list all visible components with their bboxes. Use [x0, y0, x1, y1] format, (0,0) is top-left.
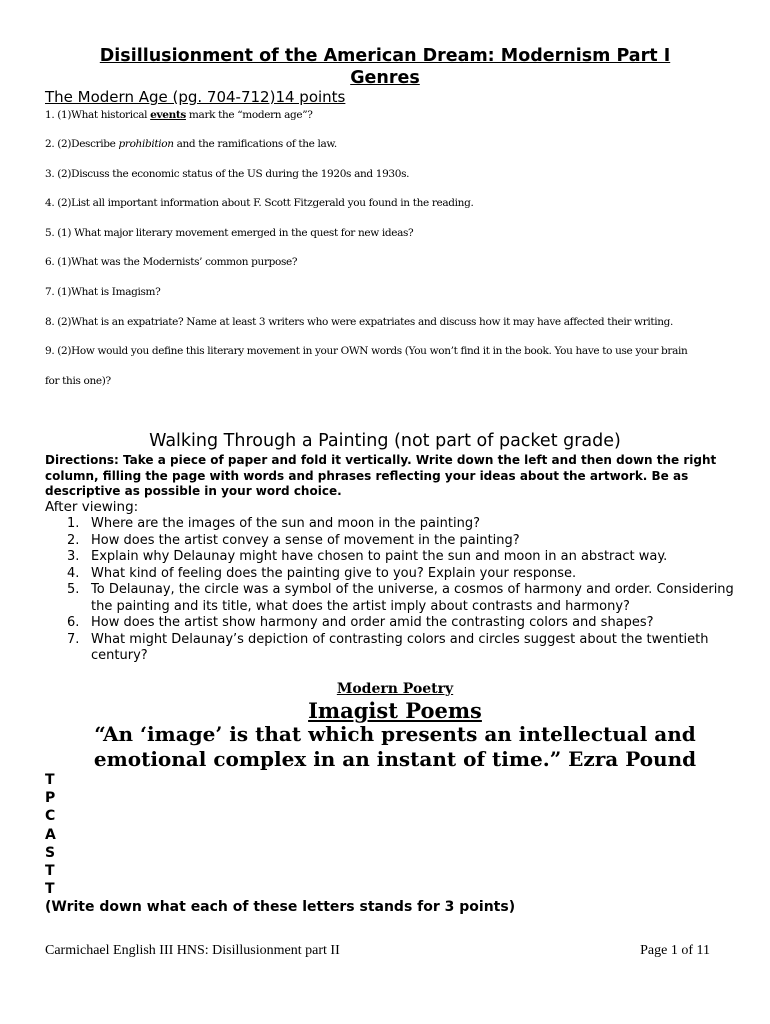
list-item-number: 5. [67, 582, 80, 597]
footer-course: Carmichael English III HNS: Disillusionment part II [45, 943, 340, 958]
after-viewing-label: After viewing: [45, 499, 139, 515]
list-item-text: To Delaunay, the circle was a symbol of the universe, a cosmos of harmony and order. Considering the painting and its title, what does the artist imply about contrasts and harmony? [91, 582, 734, 614]
list-item [45, 516, 735, 533]
question-2-emphasis: prohibition [118, 138, 174, 150]
directions-paragraph [45, 453, 735, 500]
list-item-number: 2. [67, 532, 80, 548]
walking-title: Walking Through a Painting (not part of packet grade) [149, 431, 621, 451]
document-title [45, 45, 725, 89]
question-7: 7. (1)What is Imagism? [45, 286, 161, 298]
tpcastt-letters [45, 771, 56, 898]
directions-label: Directions [45, 453, 115, 467]
footer-page-number: Page 1 of 11 [640, 943, 710, 958]
letter: A [45, 826, 56, 843]
list-item-number: 6. [67, 615, 80, 630]
list-item [45, 582, 735, 615]
list-item-text: What kind of feeling does the painting give to you? Explain your response. [91, 565, 577, 581]
letter: T [45, 772, 55, 788]
list-item-text: How does the artist show harmony and order amid the contrasting colors and shapes? [91, 615, 654, 630]
list-item [45, 549, 735, 566]
question-9-line-2: for this one)? [45, 375, 111, 387]
letter: C [45, 808, 56, 825]
list-item [45, 566, 735, 583]
letter: T [45, 862, 55, 879]
list-item-number: 4. [67, 565, 80, 581]
imagist-poems-heading: Imagist Poems [308, 698, 482, 723]
question-1-emphasis: events [150, 109, 186, 121]
list-item-text: What might Delaunay’s depiction of contrasting colors and circles suggest about the twentieth century? [91, 631, 709, 663]
list-item-number: 7. [67, 631, 80, 647]
question-3: 3. (2)Discuss the economic status of the US during the 1920s and 1930s. [45, 168, 410, 180]
viewing-questions-list [45, 516, 735, 665]
question-2-prefix: 2. (2)Describe [45, 138, 119, 150]
question-1 [45, 109, 313, 121]
list-item-number: 1. [67, 516, 80, 531]
letter: T [45, 881, 55, 898]
directions-text: : Take a piece of paper and fold it vertically. Write down the left and then down the right column, filling the page with words and phrases reflecting your ideas about the artwork. Be as descriptive as possible in your word choice. [45, 453, 717, 498]
question-2 [45, 138, 337, 150]
letter: S [45, 844, 56, 861]
list-item [45, 533, 735, 550]
question-9-line-1: 9. (2)How would you define this literary movement in your OWN words (You won’t find it in the book. You have to use your brain [45, 345, 688, 357]
question-1-suffix: mark the “modern age”? [185, 109, 313, 121]
question-2-suffix: and the ramifications of the law. [173, 138, 337, 150]
question-4: 4. (2)List all important information about F. Scott Fitzgerald you found in the reading. [45, 197, 474, 209]
question-1-prefix: 1. (1)What historical [45, 109, 151, 121]
title-line-1: Disillusionment of the American Dream: Modernism Part I [99, 46, 671, 66]
title-line-2: Genres [350, 68, 420, 88]
ezra-pound-quote: “An ‘image’ is that which presents an intellectual and emotional complex in an instant of time.” Ezra Pound [93, 722, 697, 771]
list-item-text: Where are the images of the sun and moon in the painting? [91, 516, 480, 531]
list-item [45, 632, 735, 665]
modern-poetry-heading: Modern Poetry [336, 681, 454, 697]
section-heading: The Modern Age (pg. 704-712)14 points [45, 88, 346, 106]
list-item-number: 3. [67, 549, 80, 564]
list-item-text: How does the artist convey a sense of movement in the painting? [91, 532, 520, 548]
letter: P [45, 790, 56, 807]
question-6: 6. (1)What was the Modernists’ common purpose? [45, 256, 298, 268]
list-item-text: Explain why Delaunay might have chosen to paint the sun and moon in an abstract way. [91, 549, 668, 564]
question-5: 5. (1) What major literary movement emerged in the quest for new ideas? [45, 227, 414, 239]
list-item [45, 615, 735, 632]
tpcastt-instruction: (Write down what each of these letters stands for 3 points) [45, 899, 516, 915]
question-8: 8. (2)What is an expatriate? Name at least 3 writers who were expatriates and discuss how it may have affected their writing. [45, 316, 674, 328]
